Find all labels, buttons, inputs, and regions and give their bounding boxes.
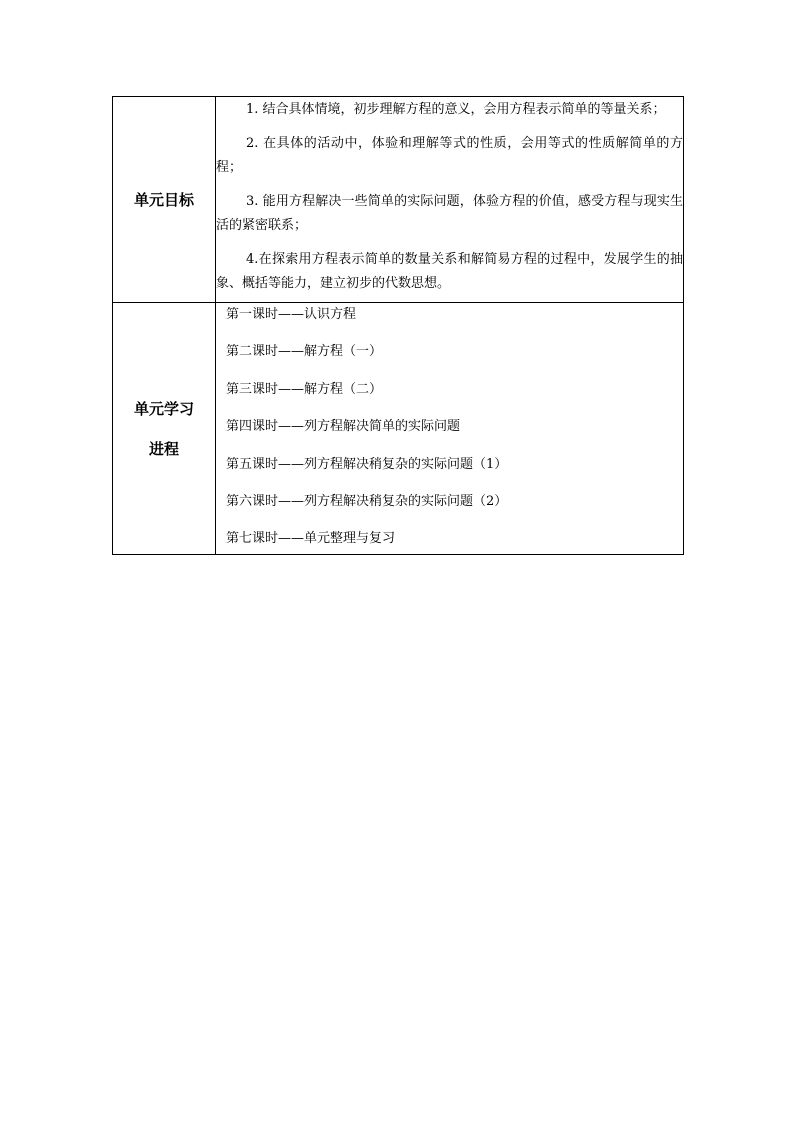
- goal-item: 3. 能用方程解决一些简单的实际问题，体验方程的价值，感受方程与现实生活的紧密联系；: [216, 194, 683, 233]
- unit-progress-label-line1: 单元学习: [133, 399, 194, 418]
- lesson-item: 第七课时——单元整理与复习: [226, 531, 396, 547]
- unit-goals-content: [216, 97, 684, 303]
- unit-goals-label: [113, 97, 216, 303]
- lesson-item: 第六课时——列方程解决稍复杂的实际问题（2）: [226, 493, 508, 509]
- unit-progress-row: [113, 303, 684, 555]
- unit-plan-table: [112, 96, 684, 555]
- unit-progress-label: [113, 303, 216, 555]
- lesson-item: 第一课时——认识方程: [226, 307, 357, 322]
- lesson-item: 第二课时——解方程（一）: [226, 344, 383, 360]
- lesson-item: 第三课时——解方程（二）: [226, 381, 383, 397]
- unit-goals-row: [113, 97, 684, 303]
- unit-progress-content: [216, 303, 684, 555]
- goal-item: 4.在探索用方程表示简单的数量关系和解简易方程的过程中，发展学生的抽象、概括等能力，建立初步的代数思想。: [216, 252, 683, 291]
- goal-item: 2. 在具体的活动中，体验和理解等式的性质，会用等式的性质解简单的方程；: [216, 136, 683, 175]
- lesson-item: 第五课时——列方程解决稍复杂的实际问题（1）: [226, 456, 508, 472]
- unit-goals-label-text: 单元目标: [133, 190, 194, 209]
- goal-item: 1. 结合具体情境，初步理解方程的意义，会用方程表示简单的等量关系；: [246, 102, 666, 117]
- lesson-item: 第四课时——列方程解决简单的实际问题: [226, 419, 461, 435]
- unit-progress-label-line2: 进程: [148, 439, 179, 458]
